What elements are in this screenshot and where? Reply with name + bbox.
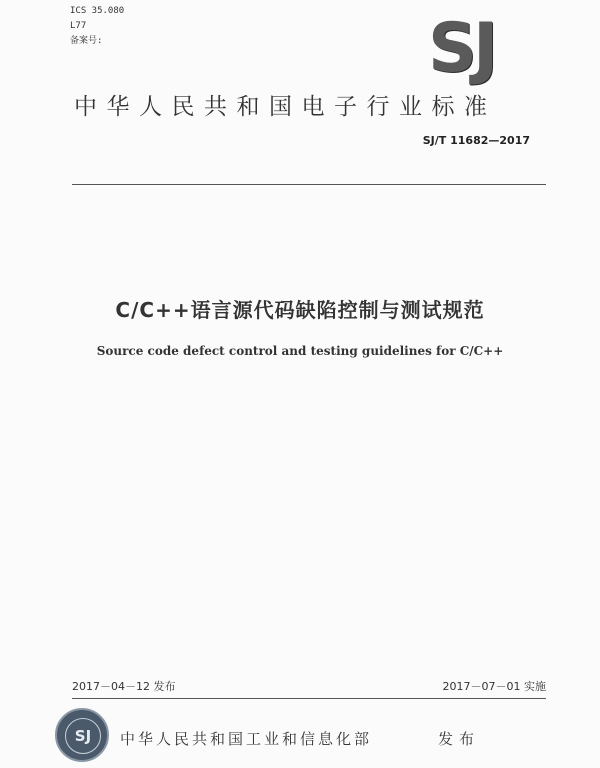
sj-logo: [428, 9, 520, 88]
publisher-name: 中华人民共和国工业和信息化部: [120, 730, 373, 748]
document-title-en: Source code defect control and testing guidelines for C/C++: [96, 344, 504, 358]
record-number-label: 备案号:: [70, 36, 103, 46]
classification-block: [70, 4, 124, 49]
standard-code: SJ/T 11682—2017: [422, 134, 530, 147]
footer-divider: [72, 698, 546, 699]
seal-text: SJ: [65, 718, 101, 754]
ics-code: ICS 35.080: [70, 6, 125, 16]
ccs-code: L77: [70, 21, 87, 31]
ministry-seal-icon: [55, 708, 109, 762]
issue-date: 2017－04－12 发布: [72, 680, 176, 693]
document-title-zh: C/C++语言源代码缺陷控制与测试规范: [115, 298, 485, 322]
sj-logo-text: SJ: [428, 9, 495, 88]
header-divider: [72, 184, 546, 185]
effective-date: 2017－07－01 实施: [442, 680, 546, 693]
industry-standard-header: 中华人民共和国电子行业标准: [74, 94, 497, 120]
publish-label: 发布: [438, 730, 481, 748]
